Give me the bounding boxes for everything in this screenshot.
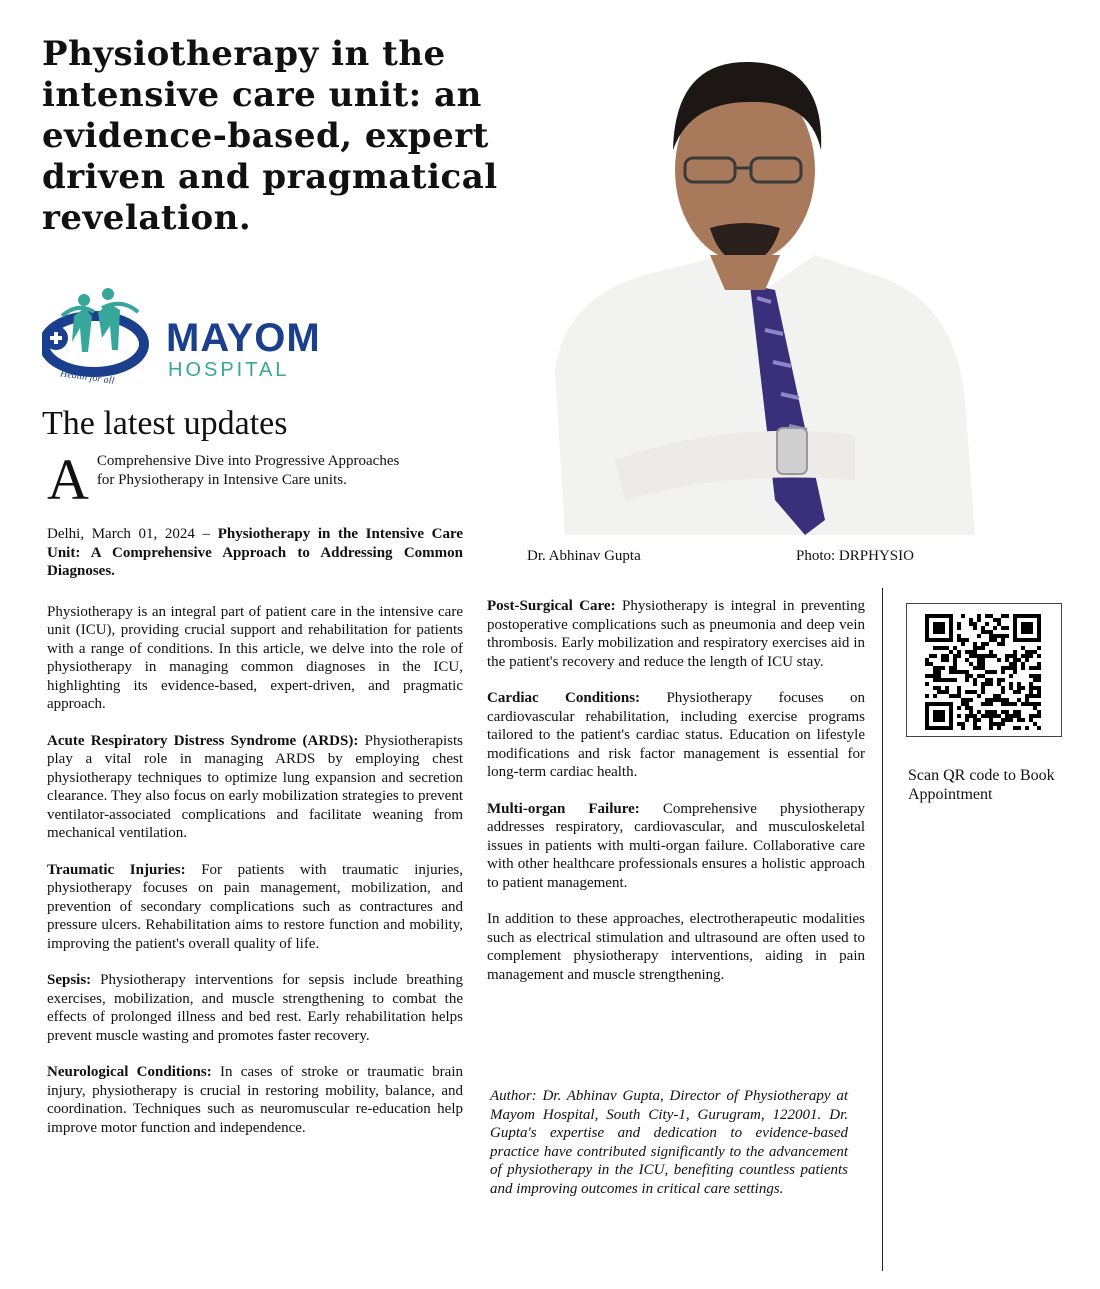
section-text-sepsis: Physiotherapy interventions for sepsis include breathing exercises, mobilization, and muscle strengthening to combat the effects of prolonged illness and bed rest. Early rehabilitation helps prevent muscle wasting and promotes faster recovery. bbox=[47, 972, 463, 1044]
dateline bbox=[47, 525, 463, 581]
section-title-trauma: Traumatic Injuries: bbox=[47, 861, 186, 878]
section-neuro bbox=[47, 1063, 463, 1137]
section-multiorgan bbox=[487, 800, 865, 893]
dropcap: A bbox=[47, 447, 89, 512]
headline: Physiotherapy in the intensive care unit: an evidence-based, expert driven and pragmatical revelation. bbox=[42, 34, 498, 238]
photo-credit: Photo: DRPHYSIO bbox=[796, 548, 914, 564]
section-text-ards: Physiotherapists play a vital role in managing ARDS by employing chest physiotherapy techniques to optimize lung expansion and secretion clearance. They also focus on early mobilization strategies to prevent ventilator-associated complications and facilitate weaning from mechanical ventilation. bbox=[47, 732, 464, 841]
section-cardiac bbox=[487, 689, 865, 782]
section-ards bbox=[47, 732, 463, 843]
qr-code[interactable] bbox=[906, 603, 1062, 737]
dateline-place: Delhi, March 01, 2024 – bbox=[47, 526, 211, 542]
logo-sub: HOSPITAL bbox=[168, 359, 290, 381]
section-text-postsurgical: Physiotherapy is integral in preventing postoperative complications such as pneumonia and deep vein thrombosis. Early mobilization and respiratory exercises aid in the patient's recovery and reduce the length of ICU stay. bbox=[487, 598, 865, 670]
dateline-headline: Physiotherapy in the Intensive Care Unit: A Comprehensive Approach to Addressing Common Diagnoses. bbox=[47, 526, 463, 579]
section-text-trauma: For patients with traumatic injuries, physiotherapy focuses on pain management, mobilization, and prevention of secondary complications such as contractures and pressure ulcers. Rehabilitation aims to restore function and mobility, improving the patient's overall quality of life. bbox=[47, 861, 463, 952]
logo-tagline: Health for all bbox=[59, 368, 115, 387]
section-text-cardiac: Physiotherapy focuses on cardiovascular rehabilitation, including exercise programs tailored to the patient's cardiac status. Education on lifestyle modifications and risk factor management is essential for long-term cardiac health. bbox=[487, 690, 865, 780]
section-postsurgical bbox=[487, 597, 865, 671]
middle-column bbox=[487, 597, 865, 1002]
section-title: The latest updates bbox=[42, 405, 288, 442]
left-column bbox=[47, 525, 463, 1155]
qr-caption: Scan QR code to Book Appointment bbox=[908, 767, 1055, 803]
qr-code-icon bbox=[907, 604, 1061, 736]
section-text-multiorgan: Comprehensive physiotherapy addresses respiratory, cardiovascular, and musculoskeletal issues in patients with multi-organ failure. Collaborative care with other healthcare professionals ensures a holistic approach to patient management. bbox=[487, 800, 865, 891]
deck-text: Comprehensive Dive into Progressive Approaches for Physiotherapy in Intensive Care units. bbox=[96, 453, 400, 488]
closing-paragraph: In addition to these approaches, electrotherapeutic modalities such as electrical stimulation and ultrasound are often used to complement physiotherapy interventions, aiding in pain management and muscle strengthening. bbox=[487, 911, 865, 983]
doctor-photo bbox=[525, 40, 985, 535]
author-bio: Author: Dr. Abhinav Gupta, Director of Physiotherapy at Mayom Hospital, South City-1, Gurugram, 122001. Dr. Gupta's expertise and dedication to evidence-based practice have contributed significantly to the advancement of physiotherapy in the ICU, benefiting countless patients and improving outcomes in critical care settings. bbox=[490, 1088, 848, 1197]
section-sepsis bbox=[47, 971, 463, 1045]
section-title-neuro: Neurological Conditions: bbox=[47, 1064, 212, 1080]
section-title-ards: Acute Respiratory Distress Syndrome (ARDS): bbox=[47, 732, 359, 749]
section-title-multiorgan: Multi-organ Failure: bbox=[487, 800, 640, 817]
photo-caption-name: Dr. Abhinav Gupta bbox=[527, 548, 641, 564]
section-title-sepsis: Sepsis: bbox=[47, 972, 92, 988]
hospital-logo bbox=[42, 282, 332, 392]
section-title-cardiac: Cardiac Conditions: bbox=[487, 690, 641, 706]
doctor-portrait-icon bbox=[525, 40, 985, 535]
intro-paragraph: Physiotherapy is an integral part of patient care in the intensive care unit (ICU), providing crucial support and rehabilitation for patients with a range of conditions. In this article, we delve into the role of physiotherapy in managing common diagnoses in the ICU, highlighting its evidence-based, expert-driven, and pragmatic approach. bbox=[47, 603, 463, 712]
section-title-postsurgical: Post-Surgical Care: bbox=[487, 598, 616, 614]
logo-name: MAYOM bbox=[166, 316, 321, 360]
section-text-neuro: In cases of stroke or traumatic brain injury, physiotherapy is crucial in restoring mobility, balance, and coordination. Techniques such as neuromuscular re-education help improve motor function and independence. bbox=[47, 1064, 464, 1136]
column-divider bbox=[882, 588, 883, 1271]
deck bbox=[47, 447, 417, 512]
section-trauma bbox=[47, 861, 463, 954]
